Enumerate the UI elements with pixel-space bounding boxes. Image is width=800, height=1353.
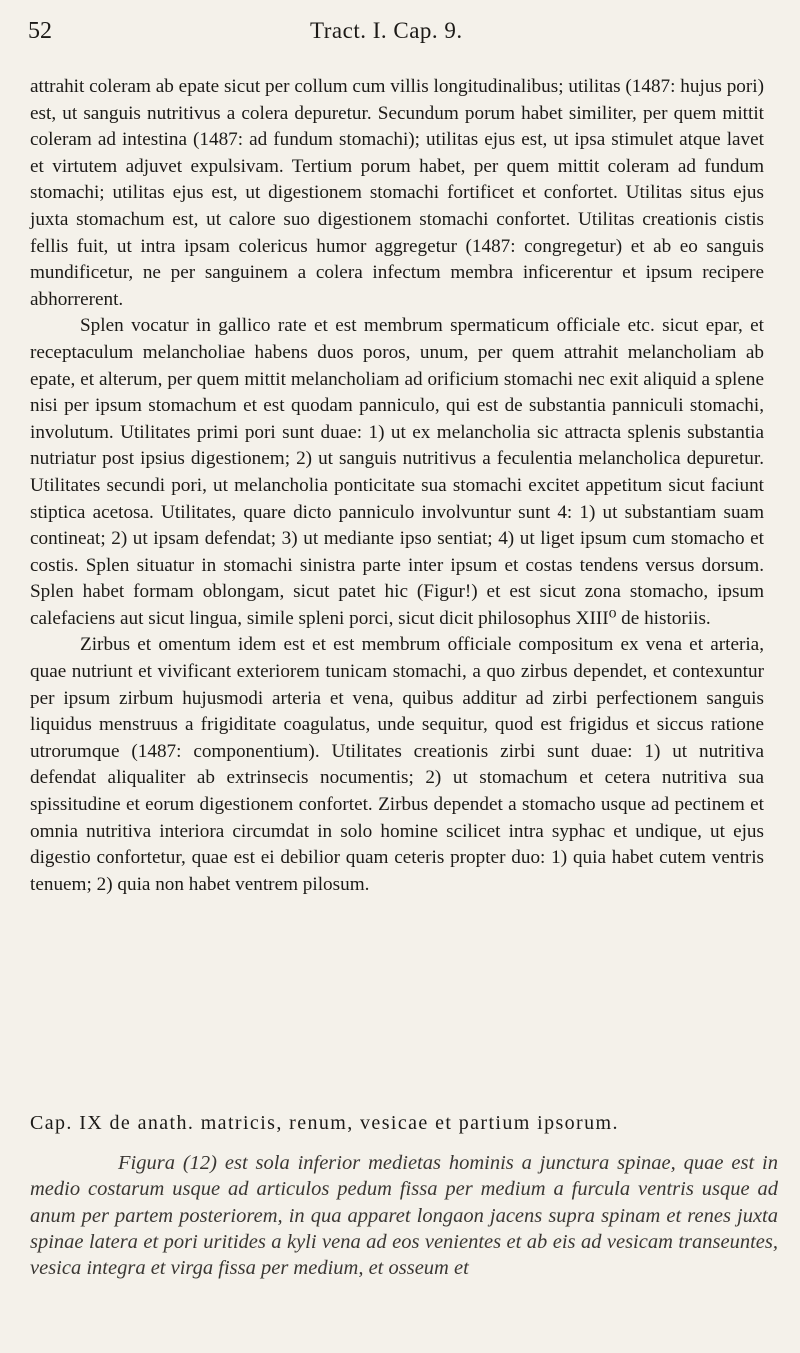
page-header <box>28 18 772 52</box>
paragraph-spleen: Splen vocatur in gallico rate et est membrum spermaticum officiale etc. sicut epar, et receptaculum melancholiae habens duos poros, unum, per quem attrahit melancholiam ab epate, et alterum, per quem mittit melancholiam ad orificium stomachi nec exit aliquid a splene nisi per ipsum stomachum et est quodam panniculo, qui est de substantia panniculi stomachi, involutum. Utilitates primi pori sunt duae: 1) ut ex melancholia sic attracta splenis substantia nutriatur post ipsius digestionem; 2) ut sanguis nutritivus a feculentia melancholica depuretur. Utilitates secundi pori, ut melancholia ponticitate sua stomachi excitet appetitum sicut faciunt stiptica acetosa. Utilitates, quare dicto panniculo involvuntur sunt 4: 1) ut substantiam suam contineat; 2) ut ipsam defendat; 3) ut mediante ipso sentiat; 4) ut liget ipsum cum stomacho et costis. Splen situatur in stomachi sinistra parte inter ipsum et costas tendens versus dorsum. Splen habet formam oblongam, sicut patet hic (Figur!) et est sicut zona stomacho, ipsum calefaciens aut sicut lingua, simile spleni porci, sicut dicit philosophus XIII⁰ de historiis. <box>30 315 764 629</box>
body-text <box>30 74 764 898</box>
paragraph-gallbladder: attrahit coleram ab epate sicut per collum cum villis longitudinalibus; utilitas (1487: hujus pori) est, ut sanguis nutritivus a colera depuretur. Secundum porum habet similiter, per quem mittit coleram ad intestina (1487: ad fundum stomachi); utilitas ejus est, ut ipsa stimulet atque lavet et virtutem adjuvet expulsivam. Tertium porum habet, per quem mittit coleram ad fundum stomachi; utilitas ejus est, ut digestionem stomachi fortificet et confortet. Utilitas situs ejus juxta stomachum est, ut calore suo digestionem stomachi confortet. Utilitas creationis cistis fellis fuit, ut intra ipsam colericus humor aggregetur (1487: congregetur) et ab eo sanguis mundificetur, ne per sanguinem a colera infectum membra inficerentur et ipsum recipere abhorrerent. <box>30 76 764 310</box>
paragraph-omentum: Zirbus et omentum idem est et est membrum officiale compositum ex vena et arteria, quae nutriunt et vivificant exteriorem tunicam stomachi, a quo zirbus dependet, et contexuntur per ipsum zirbum hujusmodi arteria et vena, quibus additur ad zirbi perfectionem sanguis liquidus menstruus a frigiditate coagulatus, unde sequitur, quod est frigidus et siccus ratione utrorumque (1487: componentium). Utilitates creationis zirbi sunt duae: 1) ut nutritiva defendat aliqualiter ab extrinsecis nocumentis; 2) ut stomachum et cetera nutritiva sua spissitudine et eorum digestionem confortet. Zirbus dependet a stomacho usque ad pectinem et omnia nutritiva interiora circumdat in solo homine scilicet intra syphac et undique, ut ejus digestio confortetur, quae est ei debilior quam ceteris propter duo: 1) quia habet cutem ventris tenuem; 2) quia non habet ventrem pilosum. <box>30 634 764 895</box>
page-number: 52 <box>28 18 52 44</box>
running-head: Tract. I. Cap. 9. <box>310 18 463 43</box>
bleed-through-marks <box>760 1030 796 1140</box>
chapter-heading: Cap. IX de anath. matricis, renum, vesicae et partium ipsorum. <box>30 1112 619 1134</box>
figure-description: Figura (12) est sola inferior medietas hominis a junctura spinae, quae est in medio costarum usque ad articulos pedum fissa per medium a furcula ventris usque ad anum per partem posteriorem, in qua apparet longaon jacens supra spinam et renes juxta spinae latera et pori uritides a kyli vena ad eos venientes et ab eis ad vesicam transeuntes, vesica integra et virga fissa per medium, et osseum et <box>30 1152 778 1280</box>
